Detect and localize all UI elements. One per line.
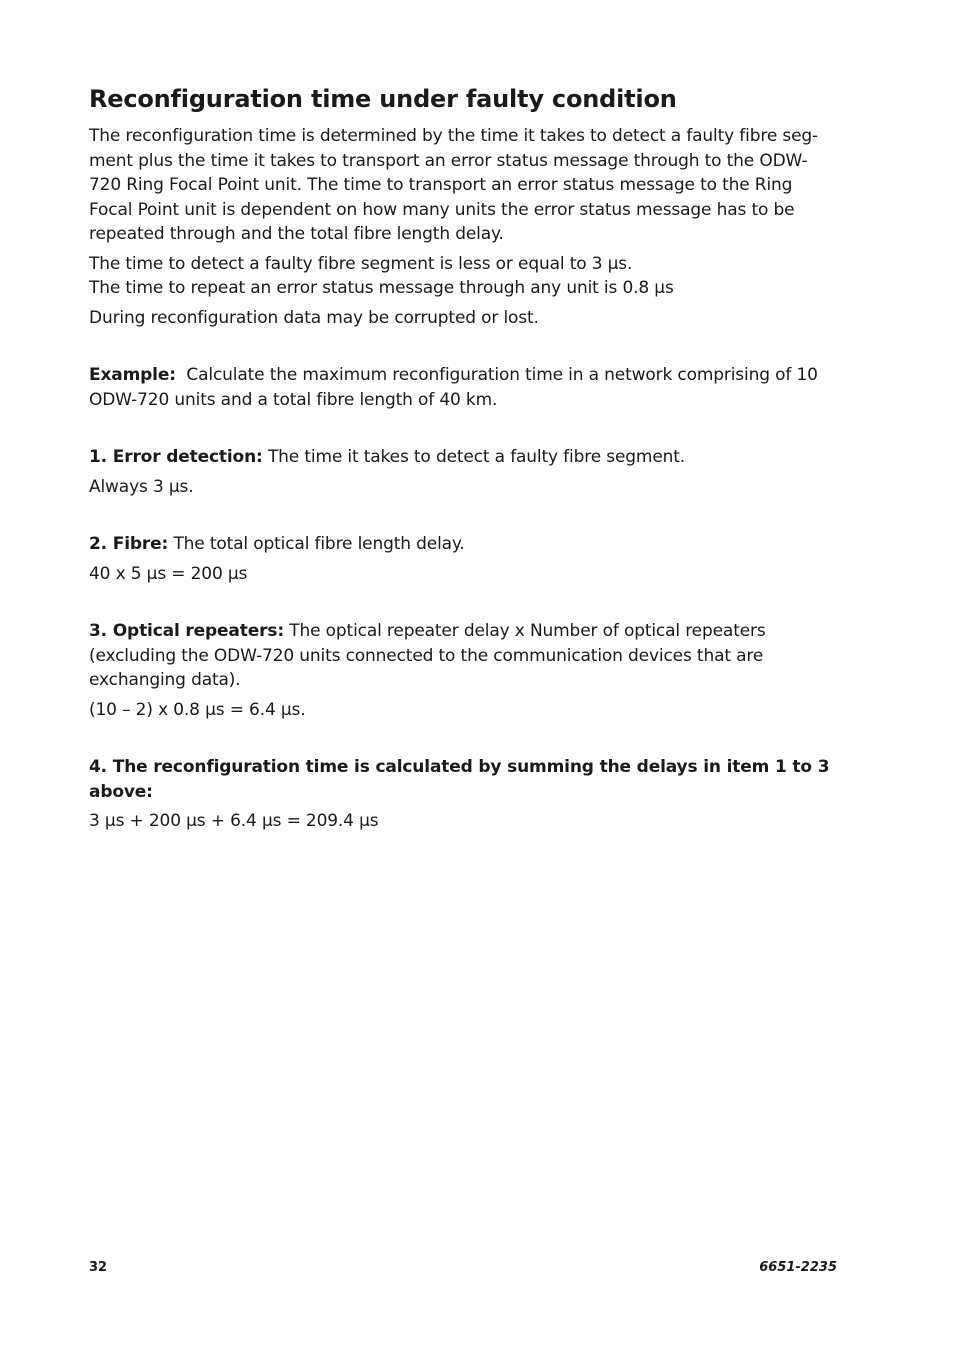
item-total [89,755,839,804]
item-fibre-result: 40 x 5 µs = 200 µs [89,563,248,584]
intro-paragraph: The reconfiguration time is determined by the time it takes to detect a faulty fibre seg-ment plus the time it takes to transport an error status message through to the ODW-720 Ring Focal Point unit. The time to transport an error status message to the Ring Focal Point unit is dependent on how many units the error status message has to be repeated through and the total fibre length delay. [89,126,819,244]
section-heading: Reconfiguration time under faulty condition [89,85,677,113]
page-footer [89,1260,837,1275]
item-total-label: 4. The reconfiguration time is calculated by summing the delays in item 1 to 3 above: [89,757,830,802]
item-total-result: 3 µs + 200 µs + 6.4 µs = 209.4 µs [89,811,379,831]
example-text: Calculate the maximum reconfiguration time in a network comprising of 10 ODW-720 units and a total fibre length of 40 km. [89,365,818,410]
item-optical-repeaters-label: 3. Optical repeaters: [89,621,284,641]
detect-time-line [89,252,839,301]
item-error-detection-result: Always 3 µs. [89,476,194,497]
page-content [89,84,839,834]
corruption-note: During reconfiguration data may be corrupted or lost. [89,307,539,328]
page-number: 32 [89,1260,108,1275]
item-optical-repeaters-result: (10 – 2) x 0.8 µs = 6.4 µs. [89,699,306,720]
item-fibre [89,532,839,557]
item-optical-repeaters [89,619,839,693]
item-optical-repeaters-text: The optical repeater delay x Number of optical repeaters (excluding the ODW-720 units connected to the communication devices that are exchanging data). [89,621,766,690]
example-paragraph [89,363,839,412]
item-error-detection-text: The time it takes to detect a faulty fibre segment. [267,447,686,467]
detect-time-text: The time to detect a faulty fibre segment is less or equal to 3 µs. [89,253,633,274]
item-fibre-label: 2. Fibre: [89,534,169,554]
item-error-detection [89,445,839,470]
repeat-time-text: The time to repeat an error status message through any unit is 0.8 µs [89,278,674,298]
item-fibre-text: The total optical fibre length delay. [173,534,465,554]
document-id: 6651-2235 [759,1260,837,1275]
example-label: Example: [89,365,176,385]
item-error-detection-label: 1. Error detection: [89,447,263,467]
